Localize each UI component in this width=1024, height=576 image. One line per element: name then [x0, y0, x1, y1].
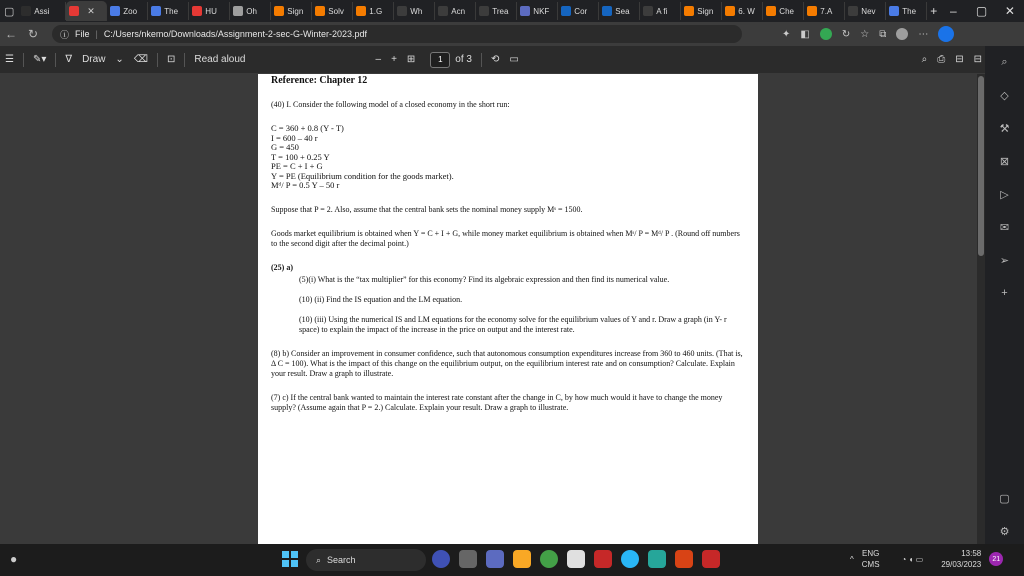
minimize-button[interactable]: – — [949, 4, 957, 18]
tab-list — [18, 1, 927, 21]
restore-button[interactable]: ▢ — [975, 4, 988, 18]
tab-favicon — [192, 6, 202, 16]
equation-line: Mᵈ/ P = 0.5 Y – 50 r — [271, 180, 340, 190]
equilibrium-paragraph: Goods market equilibrium is obtained when Y = C + I + G, while money market equilibrium is obtained when Mˢ/ P = Mᵈ/ P . (Round off numbers to the second digit after the decimal point.) — [271, 228, 740, 248]
text-icon[interactable]: ⊡ — [166, 54, 176, 65]
grammarly-icon[interactable] — [820, 28, 832, 40]
system-tray — [850, 548, 1003, 570]
tab-label: HU — [205, 6, 217, 16]
security-icon[interactable] — [702, 550, 720, 568]
tab-label: 6. W — [738, 6, 755, 16]
pdf-page — [258, 74, 758, 544]
scroll-thumb[interactable] — [978, 76, 984, 256]
extension-icon[interactable]: ◧ — [800, 28, 810, 40]
equation-line: Y = PE (Equilibrium condition for the goods market). — [271, 170, 454, 181]
browser-tab[interactable] — [230, 2, 271, 20]
tab-label: Zoo — [123, 6, 138, 16]
browser-tab[interactable] — [66, 1, 107, 21]
edge-sidebar — [985, 46, 1024, 544]
tab-favicon — [889, 6, 899, 16]
play-icon[interactable]: ▷ — [1000, 189, 1009, 201]
tab-label: A fi — [656, 6, 668, 16]
windows-start-icon[interactable] — [282, 551, 298, 567]
tab-favicon — [684, 6, 694, 16]
tab-favicon — [21, 6, 31, 16]
tab-label: NKF — [533, 6, 550, 16]
search-label: Search — [327, 555, 356, 565]
lang-bottom: CMS — [861, 560, 880, 569]
rotate-icon[interactable]: ⟲ — [490, 54, 500, 65]
date-label: 29/03/2023 — [941, 560, 982, 569]
page-total-label: of 3 — [455, 54, 472, 65]
notification-badge[interactable]: 21 — [989, 552, 1003, 566]
browser-tab[interactable] — [18, 2, 66, 20]
close-window-button[interactable]: ✕ — [1004, 4, 1015, 18]
new-tab-button[interactable]: + — [930, 4, 938, 18]
tag-icon[interactable]: ◇ — [1000, 90, 1009, 102]
more-icon[interactable]: ⋯ — [918, 28, 929, 40]
search-icon[interactable]: ⌕ — [1001, 56, 1008, 68]
tab-label: Cor — [574, 6, 588, 16]
taskbar-apps — [432, 550, 720, 568]
info-icon[interactable]: ⓘ — [60, 29, 70, 40]
office-icon[interactable]: ⊠ — [999, 156, 1010, 168]
browser-tab[interactable] — [476, 2, 517, 20]
browser-tab[interactable] — [394, 2, 435, 20]
tab-label: Trea — [492, 6, 509, 16]
tab-favicon — [233, 6, 243, 16]
divider — [23, 53, 24, 67]
browser-tab[interactable] — [107, 2, 148, 20]
question-intro: (40) I. Consider the following model of a closed economy in the short run: — [271, 100, 510, 109]
zoom-in-button[interactable]: + — [391, 54, 397, 65]
browser-tab[interactable] — [435, 2, 476, 20]
tab-favicon — [151, 6, 161, 16]
window-menu-icon[interactable]: ▢ — [3, 5, 15, 18]
part-a-label: (25) a) — [271, 262, 293, 272]
draw-button[interactable]: Draw — [82, 54, 106, 65]
scheme-label: File — [75, 29, 90, 39]
pdf-toolbar — [0, 46, 1024, 74]
tab-favicon — [848, 6, 858, 16]
tab-label: Oh — [246, 6, 257, 16]
chevron-down-icon[interactable]: ⌄ — [115, 54, 124, 65]
equation-line: G = 450 — [271, 142, 299, 152]
tab-favicon — [602, 6, 612, 16]
part-a-i: (5)(i) What is the “tax multiplier” for this economy? Find its algebraic expression and then find its numerical value. — [299, 274, 670, 284]
save-as-icon[interactable]: ⊟ — [973, 54, 983, 65]
divider — [55, 53, 56, 67]
tab-label: 7.A — [820, 6, 833, 16]
task-view-icon[interactable] — [459, 550, 477, 568]
extension-icons — [782, 26, 954, 42]
browser-tab[interactable] — [763, 2, 804, 20]
search-icon: ⌕ — [316, 554, 322, 565]
browser-tab[interactable] — [722, 2, 763, 20]
bing-chat-icon[interactable] — [432, 550, 450, 568]
language-indicator[interactable] — [862, 548, 880, 570]
doc-heading: Reference: Chapter 12 — [271, 75, 368, 86]
part-a-iii: (10) (iii) Using the numerical IS and LM equations for the economy solve for the equilibrium values of Y and r. Draw a graph (in Y- r space) to explain the impact of the increase in the price on output and the interest rate. — [299, 314, 727, 334]
brave-icon[interactable] — [675, 550, 693, 568]
page-view-icon[interactable]: ▭ — [509, 54, 519, 65]
clock[interactable] — [941, 548, 981, 570]
equation-block — [271, 124, 746, 191]
tab-favicon — [725, 6, 735, 16]
bing-icon[interactable] — [938, 26, 954, 42]
fit-page-icon[interactable]: ⊞ — [406, 54, 416, 65]
address-bar — [0, 22, 1024, 46]
launcher-icon[interactable] — [648, 550, 666, 568]
part-a-ii: (10) (ii) Find the IS equation and the LM equation. — [299, 294, 463, 304]
equation-line: PE = C + I + G — [271, 161, 323, 171]
tab-favicon — [315, 6, 325, 16]
add-icon[interactable]: + — [1001, 287, 1008, 299]
tab-label: Sea — [615, 6, 630, 16]
url-field[interactable] — [52, 25, 742, 43]
tab-favicon — [274, 6, 284, 16]
mcafee-icon[interactable] — [594, 550, 612, 568]
browser-tab[interactable] — [886, 2, 927, 20]
browser-tab[interactable] — [804, 2, 845, 20]
tab-favicon — [766, 6, 776, 16]
chevron-up-icon[interactable]: ^ — [850, 554, 854, 564]
tab-label: 1.G — [369, 6, 383, 16]
browser-tab[interactable] — [353, 2, 394, 20]
tab-label: The — [164, 6, 179, 16]
tab-favicon — [643, 6, 653, 16]
divider — [481, 53, 482, 67]
browser-tab[interactable] — [148, 2, 189, 20]
browser-tab[interactable] — [845, 2, 886, 20]
page-number-input[interactable]: 1 — [430, 52, 450, 68]
wifi-icon[interactable]: ◔ ◖ ▭ — [901, 554, 924, 564]
divider — [157, 53, 158, 67]
teams-icon[interactable] — [486, 550, 504, 568]
browser-tab[interactable] — [599, 2, 640, 20]
tab-label: Sign — [287, 6, 304, 16]
taskbar — [0, 544, 1024, 576]
tab-favicon — [69, 6, 79, 16]
equation-line: C = 360 + 0.8 (Y - T) — [271, 123, 344, 133]
contents-icon[interactable]: ☰ — [5, 54, 14, 65]
url-text: C:/Users/nkemo/Downloads/Assignment-2-sec-G-Winter-2023.pdf — [103, 29, 367, 39]
part-c: (7) c) If the central bank wanted to maintain the interest rate constant after the change in C, by how much would it have to change the money supply? (Assume again that P = 2.) Calculate. Explain your result. Draw a graph to illustrate. — [271, 392, 723, 412]
tab-strip — [0, 0, 1024, 22]
tab-label: Acn — [451, 6, 466, 16]
equation-line: I = 600 – 40 r — [271, 132, 318, 143]
tab-favicon — [438, 6, 448, 16]
favorites-icon[interactable]: ☆ — [860, 28, 870, 40]
refresh-button[interactable]: ↻ — [27, 27, 39, 41]
send-icon[interactable]: ➢ — [999, 255, 1010, 267]
browser-tab[interactable] — [189, 2, 230, 20]
eraser-icon[interactable]: ⌫ — [133, 54, 148, 65]
tab-favicon — [520, 6, 530, 16]
scrollbar[interactable] — [977, 74, 985, 544]
browser-tab[interactable] — [681, 2, 722, 20]
browser-tab[interactable] — [517, 2, 558, 20]
collections-icon[interactable]: ⧉ — [879, 28, 887, 40]
close-tab-icon[interactable]: ✕ — [87, 5, 95, 16]
print-icon[interactable]: ⎙ — [937, 54, 946, 65]
tab-favicon — [110, 6, 120, 16]
tab-favicon — [561, 6, 571, 16]
tab-label: Wh — [410, 6, 423, 16]
tab-favicon — [356, 6, 366, 16]
time-label: 13:58 — [961, 549, 982, 558]
calendar-icon[interactable] — [567, 550, 585, 568]
lang-top: ENG — [861, 549, 880, 558]
taskbar-search[interactable] — [306, 549, 426, 571]
sidebar-toggle-icon[interactable]: ▢ — [999, 493, 1010, 505]
profile-avatar[interactable] — [896, 28, 908, 40]
tab-favicon — [479, 6, 489, 16]
zoom-out-button[interactable]: – — [375, 54, 382, 65]
highlight-icon[interactable]: ✎▾ — [32, 54, 47, 65]
tab-favicon — [807, 6, 817, 16]
draw-icon[interactable]: ∇ — [65, 54, 73, 65]
equation-line: T = 100 + 0.25 Y — [271, 151, 330, 162]
outlook-icon[interactable]: ✉ — [999, 222, 1010, 234]
browser-tab[interactable] — [640, 2, 681, 20]
money-supply-paragraph: Suppose that P = 2. Also, assume that the central bank sets the nominal money supply Mˢ = 1500. — [271, 204, 583, 214]
part-b: (8) b) Consider an improvement in consumer confidence, such that autonomous consumption expenditures increase from 360 to 460 units. (That is, Δ C = 100). What is the impact of this change on the equilibrium output, on the equilibrium interest rate and on consumption? Calculate. Explain your result. Draw a graph to illustrate. — [271, 348, 743, 378]
tab-label: Che — [779, 6, 794, 16]
tab-label: The — [902, 6, 917, 16]
sidebar-settings-icon[interactable]: ⚙ — [999, 526, 1010, 538]
read-mode-icon[interactable]: ✦ — [782, 28, 791, 40]
pdf-viewer[interactable] — [0, 74, 985, 544]
weather-icon[interactable]: ● — [10, 552, 18, 566]
read-aloud-button[interactable]: Read aloud — [194, 54, 246, 65]
tools-icon[interactable]: ⚒ — [999, 123, 1010, 135]
save-icon[interactable]: ⊟ — [955, 54, 964, 65]
divider — [184, 53, 185, 67]
file-explorer-icon[interactable] — [513, 550, 531, 568]
refresh-ext-icon[interactable]: ↻ — [841, 28, 851, 40]
tab-label: Sign — [697, 6, 714, 16]
tab-favicon — [397, 6, 407, 16]
browser-tab[interactable] — [312, 2, 353, 20]
chrome-icon[interactable] — [540, 550, 558, 568]
cortana-icon[interactable] — [621, 550, 639, 568]
back-button[interactable]: ← — [5, 27, 17, 41]
tab-label: Solv — [328, 6, 344, 16]
tab-label: Nev — [861, 6, 876, 16]
browser-tab[interactable] — [558, 2, 599, 20]
browser-tab[interactable] — [271, 2, 312, 20]
tab-label: Assi — [34, 6, 50, 16]
separator: | — [95, 29, 98, 39]
search-icon[interactable]: ⌕ — [921, 54, 928, 65]
